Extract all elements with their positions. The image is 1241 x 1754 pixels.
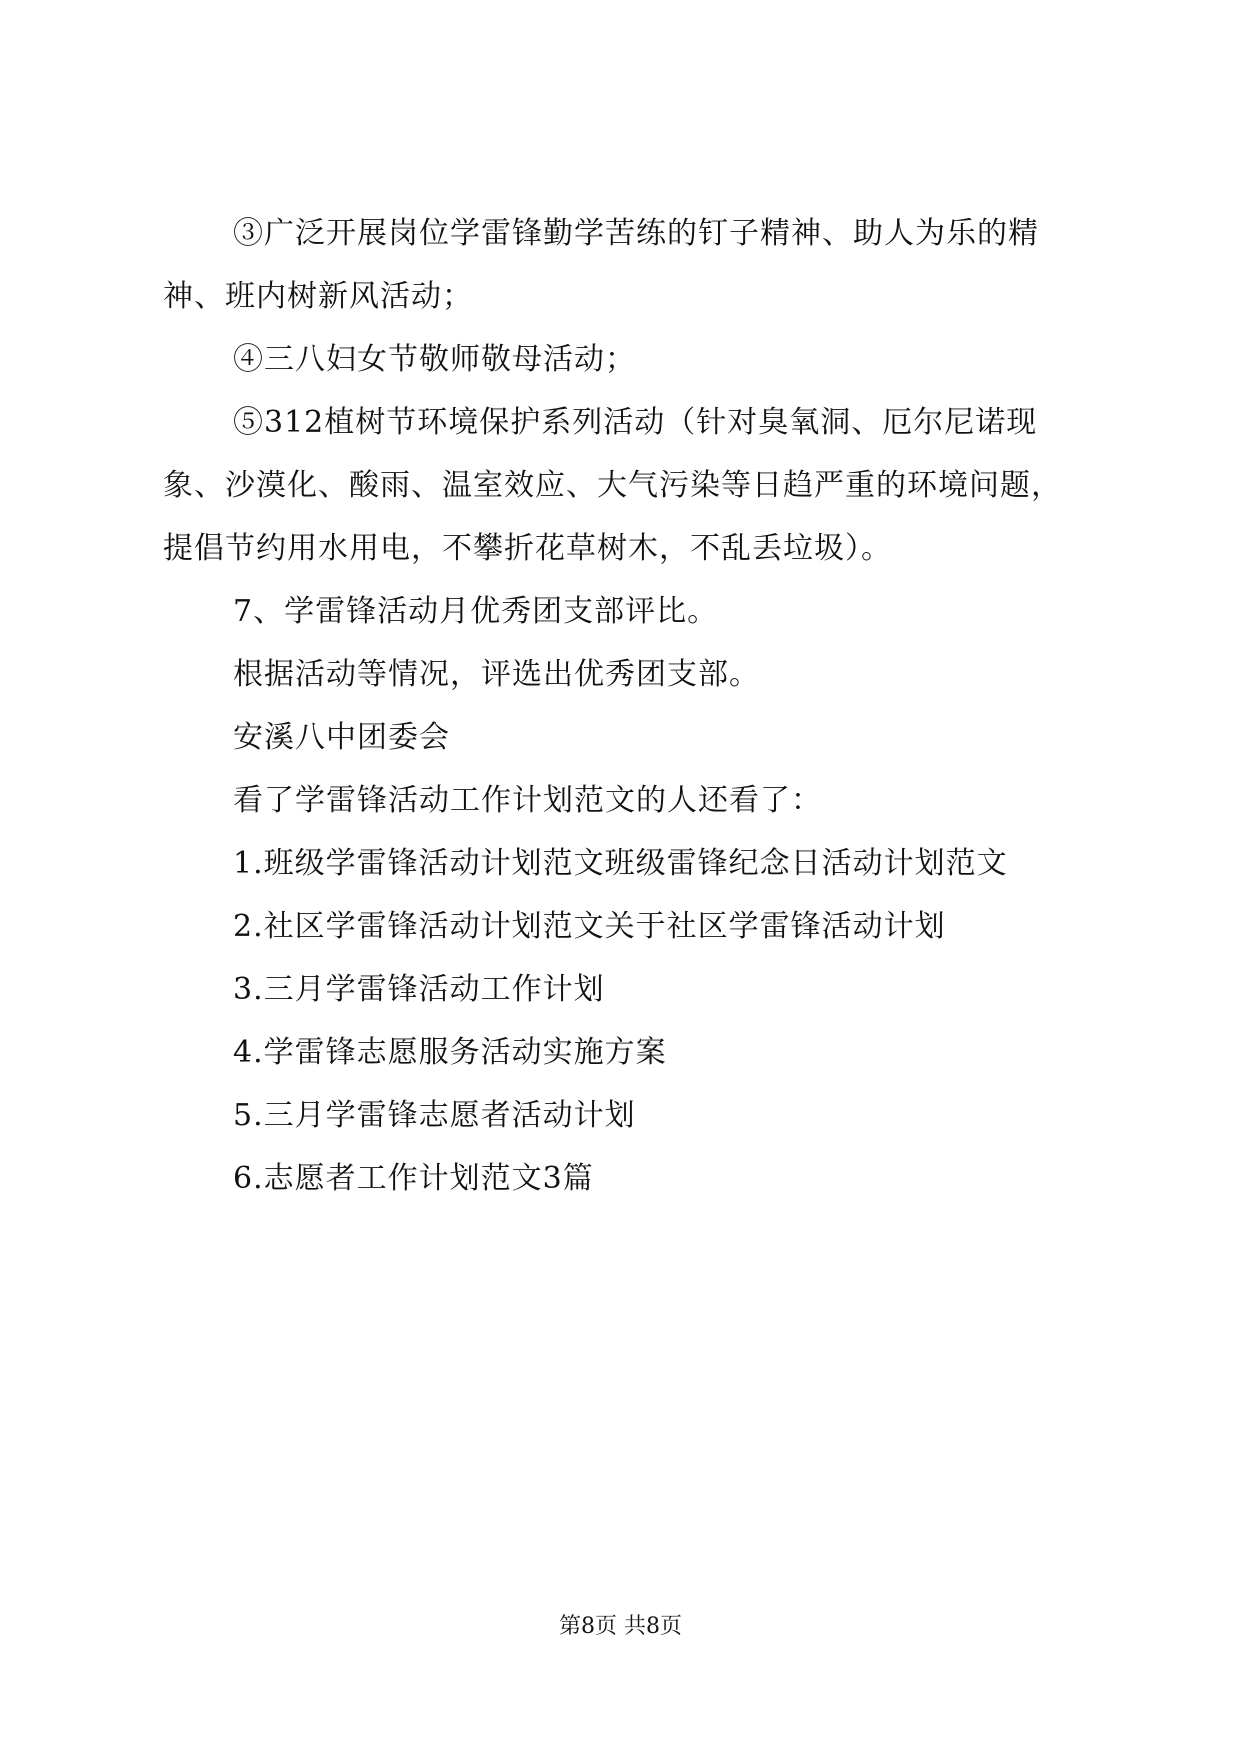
paragraph-activity-4: ④三八妇女节敬师敬母活动； [233,342,636,377]
paragraph-signature: 安溪八中团委会 [233,720,450,755]
paragraph-activity-3: ③广泛开展岗位学雷锋勤学苦练的钉子精神、助人为乐的精神、班内树新风活动； [163,216,1039,314]
related-link-4: 4.学雷锋志愿服务活动实施方案 [233,1035,667,1070]
paragraph-evaluation: 根据活动等情况，评选出优秀团支部。 [233,657,760,692]
page-footer: 第8页 共8页 [559,1614,682,1639]
paragraph-activity-5: ⑤312植树节环境保护系列活动（针对臭氧洞、厄尔尼诺现象、沙漠化、酸雨、温室效应、大气污染等日趋严重的环境问题，提倡节约用水用电，不攀折花草树木，不乱丢垃圾）。 [163,405,1062,566]
related-link-2: 2.社区学雷锋活动计划范文关于社区学雷锋活动计划 [233,909,946,944]
related-link-1: 1.班级学雷锋活动计划范文班级雷锋纪念日活动计划范文 [233,846,1008,881]
related-link-3: 3.三月学雷锋活动工作计划 [233,972,605,1007]
related-link-6: 6.志愿者工作计划范文3篇 [233,1161,594,1196]
paragraph-related-heading: 看了学雷锋活动工作计划范文的人还看了： [233,783,822,818]
paragraph-item-7: 7、学雷锋活动月优秀团支部评比。 [233,594,719,629]
document-body [163,202,1083,1210]
related-link-5: 5.三月学雷锋志愿者活动计划 [233,1098,636,1133]
